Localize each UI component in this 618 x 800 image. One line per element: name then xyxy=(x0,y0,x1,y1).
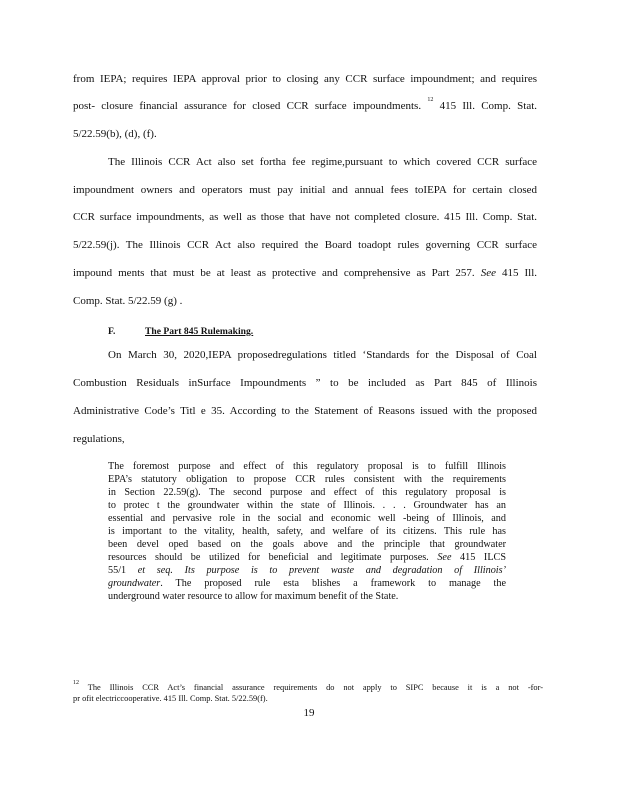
body2-line-2: Combustion Residuals inSurface Impoundments ” to be included as Part 845 of Illinois xyxy=(73,377,537,389)
body-line-1: from IEPA; requires IEPA approval prior to closing any CCR surface impoundment; and requires xyxy=(73,73,537,85)
quote-line-9 xyxy=(108,565,506,577)
footnote-text-1: The Illinois CCR Act’s financial assurance requirements do not apply to SIPC because it is a not -for- xyxy=(79,683,543,692)
footnote-ref-12[interactable]: 12 xyxy=(427,97,434,103)
body-line-4: The Illinois CCR Act also set fortha fee regime,pursuant to which covered CCR surface xyxy=(108,156,537,168)
quote-cite: 415 ILCS xyxy=(451,552,506,563)
footnote-line-1 xyxy=(73,680,543,693)
quote-line-8-text: resources should be utilized for beneficial and legitimate purposes. xyxy=(108,552,438,563)
body-line-9: Comp. Stat. 5/22.59 (g) . xyxy=(73,295,183,307)
footnote-line-2: pr ofit electriccooperative. 415 Ill. Comp. Stat. 5/22.59(f). xyxy=(73,694,268,703)
body-line-8-text: impound ments that must be at least as protective and comprehensive as Part 257. xyxy=(73,267,481,279)
quote-line-2: EPA’s statutory obligation to propose CCR rules consistent with the requirements xyxy=(108,474,506,485)
footnote-marker: 12 xyxy=(73,680,79,686)
quote-line-7: been devel oped based on the goals above and the principle that groundwater xyxy=(108,539,506,550)
body-line-2-text: post- closure financial assurance for closed CCR surface impoundments. xyxy=(73,100,428,112)
quote-line-11: underground water resource to allow for maximum benefit of the State. xyxy=(108,591,399,602)
section-title: The Part 845 Rulemaking. xyxy=(145,326,254,337)
body-line-2-cite: 415 Ill. Comp. Stat. xyxy=(433,100,538,112)
quote-groundwater: groundwater xyxy=(108,578,161,589)
body2-line-4: regulations, xyxy=(73,433,125,445)
body-line-3: 5/22.59(b), (d), (f). xyxy=(73,128,157,140)
section-heading xyxy=(108,326,253,337)
body-line-8-cite: 415 Ill. xyxy=(495,267,538,279)
quote-line-10-text: . The proposed rule esta blishes a framework to manage the xyxy=(160,578,506,589)
body2-line-1: On March 30, 2020,IEPA proposedregulations titled ‘Standards for the Disposal of Coal xyxy=(108,349,537,361)
quote-line-3: in Section 22.59(g). The second purpose and effect of this regulatory proposal is xyxy=(108,487,506,498)
quote-et-seq: et seq xyxy=(137,565,171,576)
body-line-5: impoundment owners and operators must pay initial and annual fees toIEPA for certain closed xyxy=(73,184,537,196)
section-number: F. xyxy=(108,326,116,337)
body2-line-3: Administrative Code’s Titl e 35. According to the Statement of Reasons issued with the proposed xyxy=(73,405,537,417)
body-line-8-see: See xyxy=(480,267,496,279)
quote-line-6: is important to the vitality, health, safety, and welfare of its citizens. This rule has xyxy=(108,526,506,537)
quote-see: See xyxy=(437,552,452,563)
quote-italic-purpose: . Its purpose is to prevent waste and degradation of Illinois’ xyxy=(170,565,506,576)
quote-line-1: The foremost purpose and effect of this regulatory proposal is to fulfill Illinois xyxy=(108,461,506,472)
quote-line-10 xyxy=(108,578,506,590)
quote-line-8 xyxy=(108,552,506,564)
quote-line-9-text: 55/1 xyxy=(108,565,138,576)
quote-line-4: to protec t the groundwater within the state of Illinois. . . . Groundwater has an xyxy=(108,500,506,511)
body-line-6: CCR surface impoundments, as well as those that have not completed closure. 415 Ill. Comp. Stat. xyxy=(73,211,537,223)
page-number: 19 xyxy=(303,707,315,719)
body-line-7: 5/22.59(j). The Illinois CCR Act also required the Board toadopt rules governing CCR surface xyxy=(73,239,537,251)
quote-line-5: essential and pervasive role in the social and economic well -being of Illinois, and xyxy=(108,513,506,524)
body-line-2 xyxy=(73,97,538,113)
body-line-8 xyxy=(73,267,537,280)
